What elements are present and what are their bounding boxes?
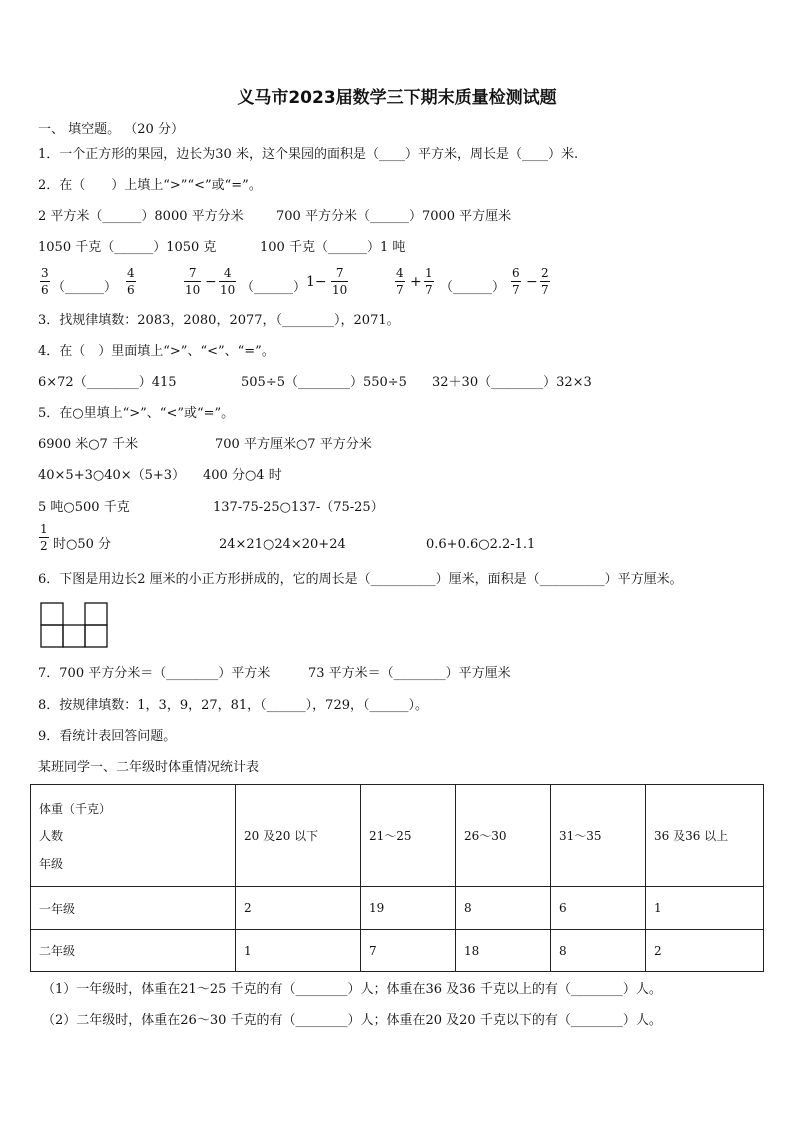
denominator: 10: [185, 283, 201, 297]
fraction-6-7: [511, 266, 521, 297]
denominator: 7: [541, 283, 549, 297]
numerator: 2: [541, 266, 549, 280]
table-corner-cell: [31, 785, 236, 887]
q2-item-3: 1050 千克（______）1050 克: [38, 240, 217, 255]
one-minus: 1−: [306, 274, 327, 290]
question-8: 8．按规律填数：1，3，9，27，81，（______），729，（______）。: [38, 698, 428, 713]
q2-blank-2: （______）: [241, 280, 307, 295]
question-2: 2．在（ ）上填上“>”“<”或“=”。: [38, 178, 262, 193]
denominator: 10: [332, 283, 348, 297]
question-4: 4．在（ ）里面填上“>”、“<”、“=”。: [38, 344, 275, 359]
corner-label-weight: 体重（千克）: [39, 801, 112, 816]
numerator: 4: [223, 266, 232, 280]
table-caption: 某班同学一、二年级时体重情况统计表: [38, 760, 260, 775]
q5-item-6: 137-75-25○137-（75-25）: [213, 500, 384, 515]
numerator: 1: [425, 266, 433, 280]
q2-blank-3: （______）: [440, 280, 506, 295]
column-header: 26～30: [456, 785, 551, 887]
table-cell: 6: [551, 887, 646, 930]
square-bottom-left: [41, 625, 63, 647]
numerator: 1: [40, 522, 48, 536]
table-cell: 8: [456, 887, 551, 930]
q5-item-4: 400 分○4 时: [203, 468, 282, 483]
row-label: 二年级: [31, 930, 236, 972]
weight-statistics-table: [30, 784, 764, 972]
column-header: 31～35: [551, 785, 646, 887]
table-cell: 2: [646, 930, 764, 972]
plus-sign: +: [410, 274, 422, 290]
column-header: 36 及36 以上: [646, 785, 764, 887]
q2-item-4: 100 千克（______）1 吨: [260, 240, 406, 255]
square-bottom-right: [85, 625, 107, 647]
numerator: 4: [127, 266, 135, 280]
question-7b: 73 平方米＝（________）平方厘米: [308, 666, 511, 681]
denominator: 6: [127, 283, 135, 297]
table-row: [31, 930, 764, 972]
q2-item-2: 700 平方分米（______）7000 平方厘米: [276, 209, 512, 224]
fraction-7-10: [184, 266, 201, 297]
table-header-row: [31, 785, 764, 887]
corner-label-grade: 年级: [39, 856, 64, 871]
question-6: 6．下图是用边长2 厘米的小正方形拼成的，它的周长是（__________）厘米，面积是（__________）平方厘米。: [38, 572, 683, 587]
q4-item-1: 6×72（________）415: [38, 375, 177, 390]
column-header: 21～25: [361, 785, 456, 887]
numerator: 4: [396, 266, 404, 280]
q4-item-3: 32＋30（________）32×3: [432, 375, 592, 390]
numerator: 7: [335, 266, 344, 280]
table-cell: 18: [456, 930, 551, 972]
question-9-2: （2）二年级时，体重在26～30 千克的有（________）人；体重在20 及20 千克以下的有（________）人。: [42, 1013, 662, 1028]
denominator: 6: [41, 283, 49, 297]
corner-label-count: 人数: [39, 829, 64, 843]
table-cell: 19: [361, 887, 456, 930]
minus-sign: −: [205, 274, 217, 290]
fraction-2-7: [540, 266, 550, 297]
numerator: 7: [188, 266, 197, 280]
q5-item-9: 0.6+0.6○2.2-1.1: [426, 537, 536, 552]
square-figure: [40, 602, 112, 650]
numerator: 6: [512, 266, 520, 280]
table-cell: 7: [361, 930, 456, 972]
q5-item-5: 5 吨○500 千克: [38, 500, 130, 515]
q5-item-3: 40×5+3○40×（5+3）: [38, 468, 186, 483]
question-1: 1．一个正方形的果园，边长为30 米，这个果园的面积是（____）平方米，周长是（____）米.: [38, 147, 579, 162]
fraction-7-10b: [331, 266, 348, 297]
minus-sign: −: [526, 274, 538, 290]
q5-item-7: 时○50 分: [53, 537, 112, 552]
question-9: 9．看统计表回答问题。: [38, 729, 177, 744]
denominator: 7: [425, 283, 433, 297]
table-cell: 1: [236, 930, 361, 972]
q5-item-8: 24×21○24×20+24: [219, 537, 346, 552]
fraction-1-2: [39, 522, 49, 553]
q4-item-2: 505÷5（________）550÷5: [241, 375, 407, 390]
q2-blank-1: （______）: [52, 280, 118, 295]
square-bottom-middle: [63, 625, 85, 647]
table-row: [31, 887, 764, 930]
denominator: 10: [220, 283, 236, 297]
column-header: 20 及20 以下: [236, 785, 361, 887]
page-title: 义马市2023届数学三下期末质量检测试题: [237, 88, 557, 108]
fraction-4-7: [395, 266, 405, 297]
q5-item-2: 700 平方厘米○7 平方分米: [215, 437, 372, 452]
fraction-4-10: [219, 266, 236, 297]
fraction-4-6: [126, 266, 136, 297]
question-9-1: （1）一年级时，体重在21～25 千克的有（________）人；体重在36 及36 千克以上的有（________）人。: [42, 982, 662, 997]
question-5: 5．在○里填上“>”、“<”或“=”。: [38, 406, 235, 421]
denominator: 7: [512, 283, 520, 297]
fraction-3-6: [40, 266, 50, 297]
q2-item-1: 2 平方米（______）8000 平方分米: [38, 209, 244, 224]
denominator: 2: [40, 539, 48, 553]
square-top-right: [85, 603, 107, 625]
question-7a: 7．700 平方分米＝（________）平方米: [38, 666, 271, 681]
table-cell: 8: [551, 930, 646, 972]
section-heading: 一、 填空题。 （20 分）: [38, 122, 184, 137]
table-cell: 1: [646, 887, 764, 930]
square-top-left: [41, 603, 63, 625]
fraction-1-7: [424, 266, 434, 297]
q5-item-1: 6900 米○7 千米: [38, 437, 138, 452]
table-cell: 2: [236, 887, 361, 930]
denominator: 7: [396, 283, 404, 297]
numerator: 3: [41, 266, 49, 280]
question-3: 3．找规律填数：2083，2080，2077，（________），2071。: [38, 313, 400, 328]
row-label: 一年级: [31, 887, 236, 930]
